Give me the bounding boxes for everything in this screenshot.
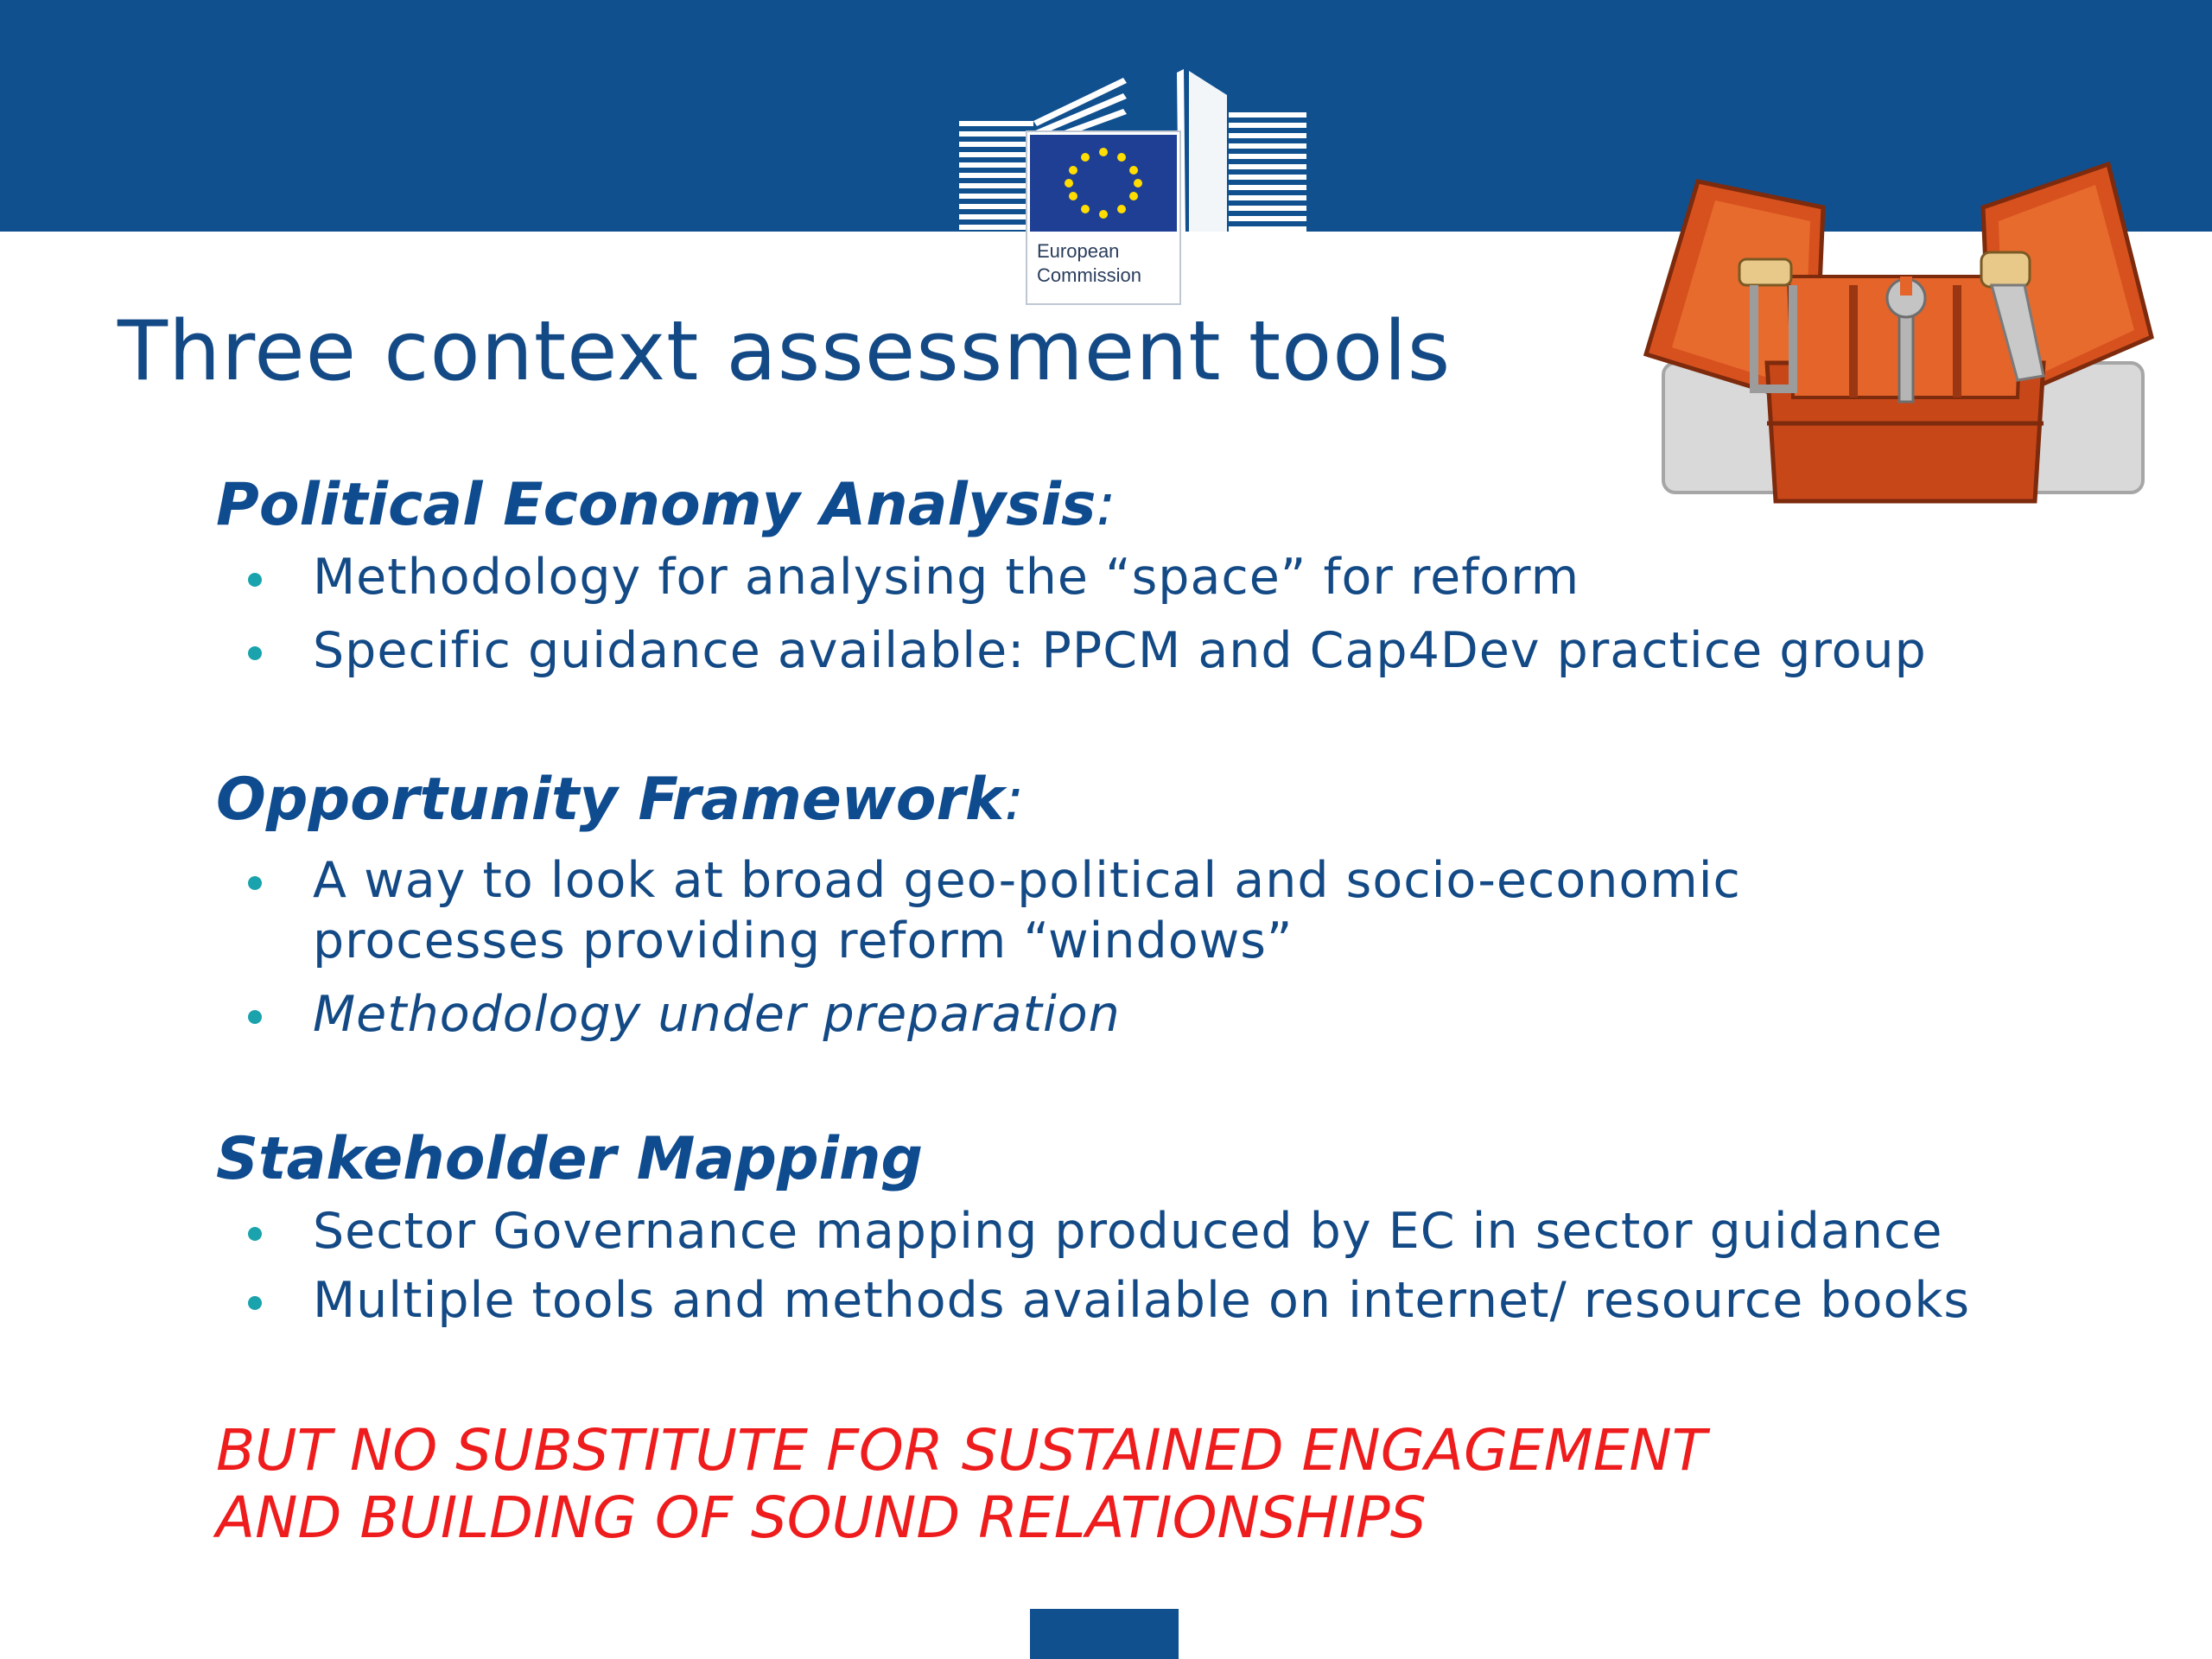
section-opportunity-framework (216, 766, 1741, 1045)
list-item: Specific guidance available: PPCM and Cap4Dev practice group (216, 620, 1927, 681)
section-heading: Opportunity Framework: (216, 766, 1025, 834)
bullet-list (216, 1201, 1970, 1331)
logo-line-1: European (1037, 240, 1120, 262)
closing-line-1: BUT NO SUBSTITUTE FOR SUSTAINED ENGAGEMENT (216, 1417, 1707, 1484)
closing-line-2: AND BUILDING OF SOUND RELATIONSHIPS (216, 1484, 1427, 1551)
bullet-icon (248, 573, 262, 587)
section-heading: Stakeholder Mapping (216, 1125, 924, 1193)
list-item: A way to look at broad geo-political and socio-economic (216, 850, 1741, 911)
bullet-icon (248, 1010, 262, 1024)
section-political-economy (216, 471, 1927, 681)
list-item-continuation: processes providing reform “windows” (313, 912, 1294, 969)
bullet-list (216, 547, 1927, 681)
list-item: Methodology for analysing the “space” for reform (216, 547, 1927, 607)
section-stakeholder-mapping (216, 1125, 1970, 1331)
list-item: Sector Governance mapping produced by EC in sector guidance (216, 1201, 1970, 1262)
section-heading: Political Economy Analysis: (216, 471, 1116, 539)
bullet-icon (248, 1296, 262, 1310)
list-item: Multiple tools and methods available on internet/ resource books (216, 1270, 1970, 1331)
slide-title: Three context assessment tools (118, 304, 1452, 399)
european-commission-logo (950, 60, 1313, 307)
bullet-icon (248, 646, 262, 660)
list-item: Methodology under preparation (216, 984, 1741, 1045)
logo-line-2: Commission (1037, 264, 1142, 286)
footer-tab (1030, 1609, 1179, 1659)
bullet-icon (248, 876, 262, 890)
bullet-icon (248, 1227, 262, 1241)
bullet-list (216, 850, 1741, 1045)
closing-statement (216, 1417, 1707, 1552)
toolbox-icon (1637, 147, 2169, 518)
